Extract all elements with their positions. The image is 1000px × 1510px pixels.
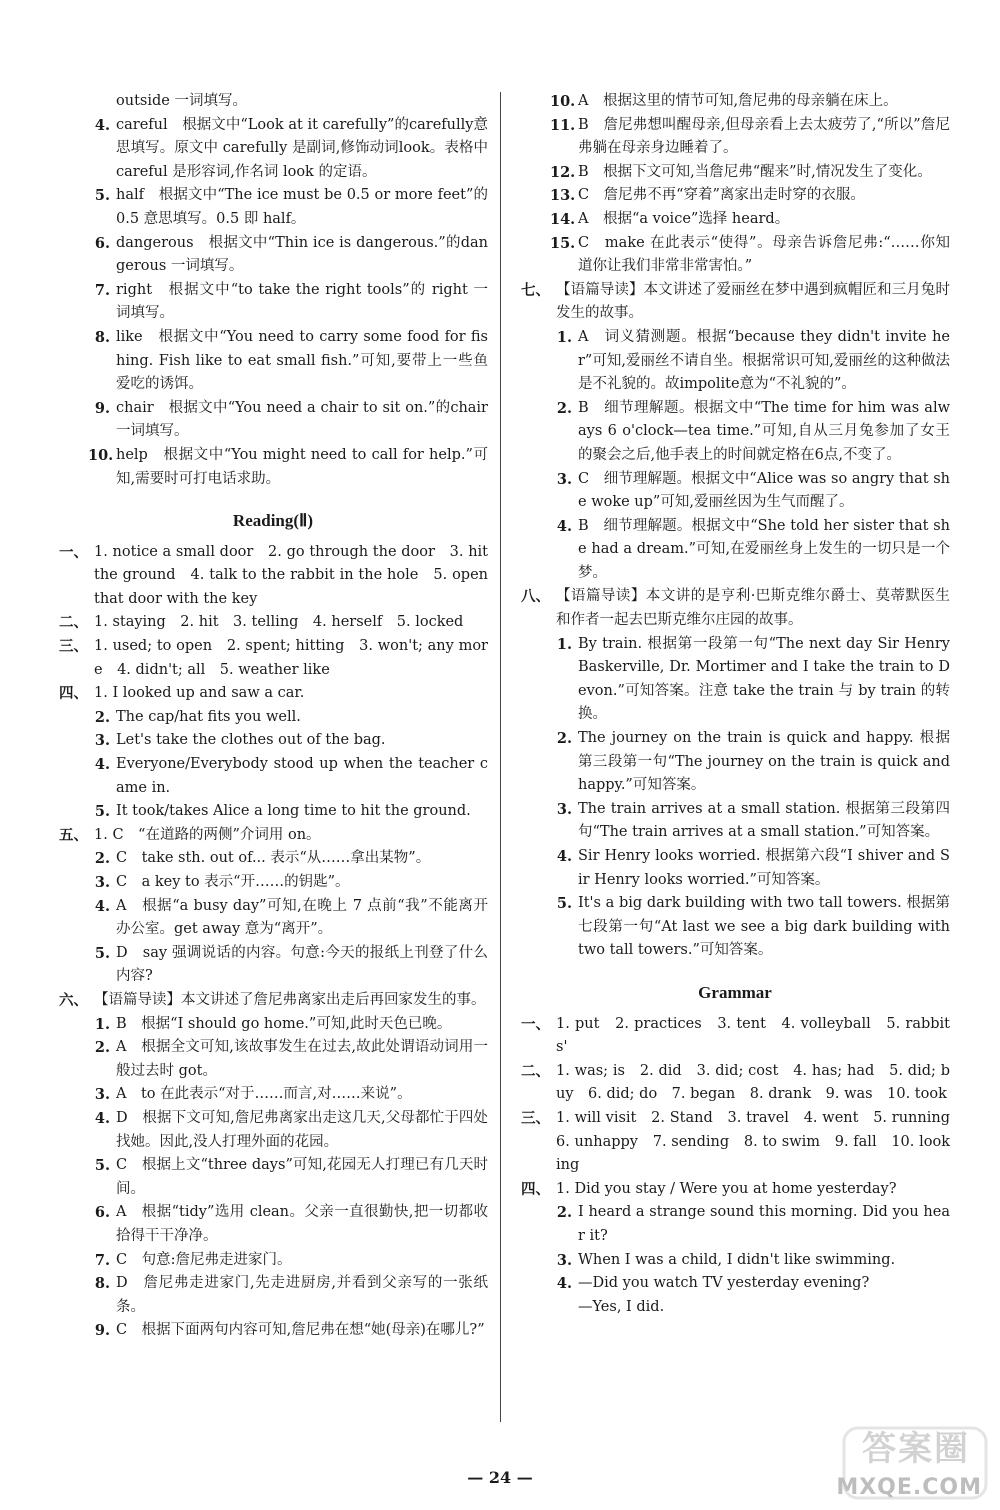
item-text: careful 根据文中“Look at it carefully”的carefully意思填写。原文中 carefully 是副词,修饰动词look。表格中 careful 是形容词,作名词 look 的定语。 xyxy=(116,116,488,180)
answer-item xyxy=(58,1272,488,1319)
item-text: A 根据“a voice”选择 heard。 xyxy=(578,210,790,227)
item-label: 5. xyxy=(94,187,110,205)
item-text: help 根据文中“You might need to call for help.”可知,需要时可打电话求助。 xyxy=(116,446,488,487)
answer-item xyxy=(58,1083,488,1107)
section-item xyxy=(58,682,488,706)
item-text: 1. notice a small door 2. go through the door 3. hit the ground 4. talk to the rabbit in the hole 5. open that door with the key xyxy=(94,543,488,607)
answer-item xyxy=(520,161,950,185)
item-text: C 句意:詹尼弗走进家门。 xyxy=(116,1251,292,1268)
answer-item xyxy=(58,1036,488,1083)
item-label: 二、 xyxy=(59,614,88,632)
item-label: 5. xyxy=(94,1157,110,1175)
answer-item xyxy=(520,845,950,892)
item-label: 1. xyxy=(556,635,572,653)
item-text: B 细节理解题。根据文中“The time for him was always 6 o'clock—tea time.”可知,自从三月兔参加了女王的聚会之后,他手表上的时间就定格在6点,不变了。 xyxy=(578,399,950,463)
item-label: 12. xyxy=(550,163,576,181)
answer-item xyxy=(58,706,488,730)
answer-item xyxy=(520,90,950,114)
item-label: 2. xyxy=(556,399,572,417)
item-label: 4. xyxy=(94,897,110,915)
item-text: Sir Henry looks worried. 根据第六段“I shiver and Sir Henry looks worried.”可知答案。 xyxy=(578,848,950,888)
item-label: 6. xyxy=(94,234,110,252)
answer-item xyxy=(58,1107,488,1154)
answer-item xyxy=(520,1201,950,1248)
item-text: 【语篇导读】本文讲述了爱丽丝在梦中遇到疯帽匠和三月兔时发生的故事。 xyxy=(556,281,950,322)
answer-item xyxy=(58,326,488,397)
item-text: By train. 根据第一段第一句“The next day Sir Henry Baskerville, Dr. Mortimer and I take the train to Devon.”可知答案。注意 take the train 与 by train 的转换。 xyxy=(578,635,950,723)
item-label: 2. xyxy=(94,850,110,868)
item-label: 二、 xyxy=(521,1062,550,1080)
item-label: 4. xyxy=(556,848,572,865)
answer-item xyxy=(520,798,950,845)
left-column xyxy=(58,90,488,1343)
item-label: 9. xyxy=(94,399,110,417)
item-label: 六、 xyxy=(59,991,88,1009)
answer-item xyxy=(520,326,950,397)
item-text: 【语篇导读】本文讲的是亨利·巴斯克维尔爵士、莫蒂默医生和作者一起去巴斯克维尔庄园的故事。 xyxy=(556,588,950,629)
answer-item xyxy=(520,468,950,515)
answer-item xyxy=(520,727,950,798)
item-text: like 根据文中“You need to carry some food for fishing. Fish like to eat small fish.”可知,要带上一些鱼爱吃的诱饵。 xyxy=(116,328,488,393)
watermark-url: MXQE.COM xyxy=(836,1475,982,1500)
item-label: 1. xyxy=(94,1015,110,1033)
answer-item xyxy=(58,184,488,231)
answer-item xyxy=(58,397,488,444)
item-text: Everyone/Everybody stood up when the teacher came in. xyxy=(116,756,488,796)
section-item xyxy=(520,1107,965,1178)
item-text: 1. Did you stay / Were you at home yesterday? xyxy=(556,1180,897,1197)
answer-item xyxy=(520,633,950,727)
item-text: 1. staying 2. hit 3. telling 4. herself 5. locked xyxy=(94,614,464,631)
item-label: 9. xyxy=(94,1322,110,1340)
item-text: A 根据“a busy day”可知,在晚上 7 点前“我”不能离开办公室。get away 意为“离开”。 xyxy=(116,897,488,938)
section-item xyxy=(520,1013,950,1060)
item-label: 一、 xyxy=(521,1015,550,1033)
item-text: A 根据“tidy”选用 clean。父亲一直很勤快,把一切都收拾得干干净净。 xyxy=(116,1204,488,1244)
item-label: 三、 xyxy=(521,1109,550,1127)
answer-item xyxy=(58,729,488,753)
item-text: It took/takes Alice a long time to hit the ground. xyxy=(116,803,471,820)
item-text: C 细节理解题。根据文中“Alice was so angry that she woke up”可知,爱丽丝因为生气而醒了。 xyxy=(578,470,950,511)
answer-item xyxy=(58,1154,488,1201)
answer-item xyxy=(520,114,950,161)
item-label: 8. xyxy=(94,1275,110,1293)
item-label: 4. xyxy=(94,116,110,134)
item-text: A 根据全文可知,该故事发生在过去,故此处谓语动词用一般过去时 got。 xyxy=(116,1039,488,1079)
item-label: 6. xyxy=(94,1204,110,1222)
answer-item xyxy=(520,184,950,208)
answer-continuation: outside 一词填写。 xyxy=(116,93,247,109)
item-text: The journey on the train is quick and happy. 根据第三段第一句“The journey on the train is quick and happy.”可知答案。 xyxy=(578,730,950,794)
answer-item xyxy=(58,1013,488,1037)
item-label: 2. xyxy=(94,1039,110,1057)
section-item xyxy=(520,585,950,632)
item-label: 3. xyxy=(556,800,572,818)
item-text: 1. I looked up and saw a car. xyxy=(94,685,305,702)
item-text: The train arrives at a small station. 根据第三段第四句“The train arrives at a small station.”可知答案。 xyxy=(578,800,950,841)
section-item xyxy=(520,1178,950,1202)
item-label: 5. xyxy=(556,895,572,913)
page-number: — 24 — xyxy=(467,1468,533,1487)
section-item xyxy=(58,541,488,612)
answer-item xyxy=(58,800,488,824)
answer-item xyxy=(520,397,950,468)
item-label: 5. xyxy=(94,803,110,821)
answer-item xyxy=(520,208,950,232)
answer-item xyxy=(58,871,488,895)
right-column xyxy=(520,90,965,1319)
answer-item xyxy=(58,942,488,989)
item-text: C make 在此表示“使得”。母亲告诉詹尼弗:“……你知道你让我们非常非常害怕。” xyxy=(578,234,950,275)
section-heading: Reading(Ⅱ) xyxy=(232,511,314,531)
item-label: 10. xyxy=(88,446,114,464)
item-text: Let's take the clothes out of the bag. xyxy=(116,732,386,749)
item-label: 10. xyxy=(550,93,576,110)
section-item xyxy=(58,635,488,682)
section-item xyxy=(58,989,488,1013)
item-label: 7. xyxy=(94,281,110,299)
answer-item xyxy=(520,892,950,963)
item-label: 2. xyxy=(94,708,110,726)
item-text: A to 在此表示“对于……而言,对……来说”。 xyxy=(116,1086,412,1103)
answer-continuation: —Yes, I did. xyxy=(578,1298,665,1315)
item-label: 4. xyxy=(94,1109,110,1127)
section-item xyxy=(58,824,488,848)
answer-item xyxy=(58,895,488,942)
item-label: 3. xyxy=(94,732,110,750)
item-text: 【语篇导读】本文讲述了詹尼弗离家出走后再回家发生的事。 xyxy=(94,991,486,1008)
answer-item xyxy=(58,1319,488,1343)
item-label: 13. xyxy=(550,187,576,205)
item-text: 1. used; to open 2. spent; hitting 3. won't; any more 4. didn't; all 5. weather like xyxy=(94,638,488,678)
item-label: 四、 xyxy=(59,685,88,703)
section-item xyxy=(58,611,488,635)
item-text: C take sth. out of... 表示“从……拿出某物”。 xyxy=(116,850,431,867)
answer-item xyxy=(520,515,950,586)
item-label: 三、 xyxy=(59,638,88,656)
item-label: 4. xyxy=(556,517,572,535)
section-item xyxy=(520,1060,950,1107)
item-text: A 根据这里的情节可知,詹尼弗的母亲躺在床上。 xyxy=(578,93,898,109)
answer-item xyxy=(58,1249,488,1273)
item-text: B 詹尼弗想叫醒母亲,但母亲看上去太疲劳了,“所以”詹尼弗躺在母亲身边睡着了。 xyxy=(578,116,950,157)
item-label: 15. xyxy=(550,234,576,252)
item-text: C 根据下面两句内容可知,詹尼弗在想“她(母亲)在哪儿?” xyxy=(116,1322,485,1339)
item-text: right 根据文中“to take the right tools”的 right 一词填写。 xyxy=(116,281,488,322)
item-text: C 詹尼弗不再“穿着”离家出走时穿的衣服。 xyxy=(578,187,865,204)
item-label: 3. xyxy=(94,1086,110,1104)
item-text: D 詹尼弗走进家门,先走进厨房,并看到父亲写的一张纸条。 xyxy=(116,1275,488,1315)
item-text: chair 根据文中“You need a chair to sit on.”的chair 一词填写。 xyxy=(116,399,488,440)
item-text: The cap/hat fits you well. xyxy=(116,708,301,725)
answer-item xyxy=(58,232,488,279)
item-text: B 细节理解题。根据文中“She told her sister that she had a dream.”可知,在爱丽丝身上发生的一切只是一个梦。 xyxy=(578,517,950,581)
item-text: B 根据下文可知,当詹尼弗“醒来”时,情况发生了变化。 xyxy=(578,163,932,180)
item-text: C 根据上文“three days”可知,花园无人打理已有几天时间。 xyxy=(116,1157,488,1197)
answer-item xyxy=(58,753,488,800)
answer-item xyxy=(58,444,488,491)
item-label: 八、 xyxy=(521,588,550,606)
item-label: 2. xyxy=(556,1204,572,1222)
answer-item xyxy=(520,1272,950,1296)
watermark-text: 答案圈 xyxy=(862,1429,970,1469)
item-label: 五、 xyxy=(59,826,88,844)
item-text: I heard a strange sound this morning. Did you hear it? xyxy=(578,1204,950,1244)
item-text: —Did you watch TV yesterday evening? xyxy=(578,1275,870,1292)
answer-item xyxy=(520,1249,950,1273)
item-text: When I was a child, I didn't like swimming. xyxy=(578,1251,896,1268)
item-label: 7. xyxy=(94,1251,110,1269)
item-label: 七、 xyxy=(521,281,550,299)
item-text: D 根据下文可知,詹尼弗离家出走这几天,父母都忙于四处找她。因此,没人打理外面的花园。 xyxy=(116,1109,488,1150)
item-label: 3. xyxy=(556,470,572,488)
item-label: 3. xyxy=(556,1251,572,1269)
item-label: 14. xyxy=(550,210,576,228)
answer-item xyxy=(520,232,950,279)
item-label: 4. xyxy=(94,756,110,774)
item-text: It's a big dark building with two tall towers. 根据第七段第一句“At last we see a big dark building with two tall towers.”可知答案。 xyxy=(578,895,950,959)
item-text: half 根据文中“The ice must be 0.5 or more feet”的 0.5 意思填写。0.5 即 half。 xyxy=(116,187,488,227)
item-label: 四、 xyxy=(521,1180,550,1198)
item-label: 2. xyxy=(556,730,572,748)
item-text: A 词义猜测题。根据“because they didn't invite her”可知,爱丽丝不请自坐。根据常识可知,爱丽丝的这种做法是不礼貌的。故impolite意为“不礼貌的”。 xyxy=(578,328,950,393)
column-divider xyxy=(500,92,501,1422)
section-item xyxy=(520,279,950,326)
item-text: C a key to 表示“开……的钥匙”。 xyxy=(116,874,350,890)
item-text: 1. put 2. practices 3. tent 4. volleyball 5. rabbits' xyxy=(556,1015,950,1056)
item-label: 1. xyxy=(556,328,572,346)
answer-item xyxy=(58,279,488,326)
item-text: B 根据“I should go home.”可知,此时天色已晚。 xyxy=(116,1015,452,1032)
item-text: 1. was; is 2. did 3. did; cost 4. has; had 5. did; buy 6. did; do 7. began 8. drank 9. was 10. took xyxy=(556,1062,950,1103)
item-label: 5. xyxy=(94,944,110,962)
item-label: 8. xyxy=(94,328,110,346)
item-text: 1. C “在道路的两侧”介词用 on。 xyxy=(94,826,321,843)
item-label: 4. xyxy=(556,1275,572,1293)
answer-item xyxy=(58,847,488,871)
item-label: 一、 xyxy=(59,543,88,561)
answer-item xyxy=(58,1201,488,1248)
answer-item xyxy=(58,114,488,185)
item-label: 3. xyxy=(94,874,110,891)
item-text: dangerous 根据文中“Thin ice is dangerous.”的dangerous 一词填写。 xyxy=(116,234,488,275)
item-label: 11. xyxy=(550,116,576,134)
section-heading: Grammar xyxy=(698,982,772,1002)
item-text: D say 强调说话的内容。句意:今天的报纸上刊登了什么内容? xyxy=(116,944,488,985)
item-text: 1. will visit 2. Stand 3. travel 4. went 5. running 6. unhappy 7. sending 8. to swim 9. fall 10. looking xyxy=(556,1109,965,1174)
